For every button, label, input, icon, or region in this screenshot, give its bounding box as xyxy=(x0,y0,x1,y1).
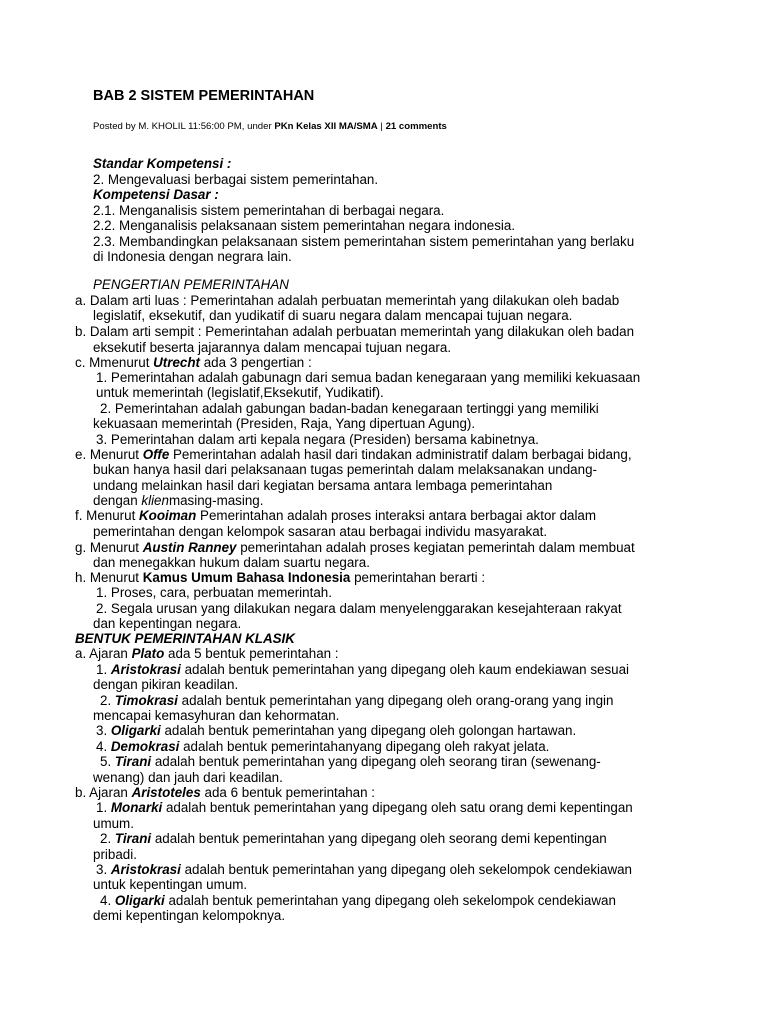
bentuk-heading: BENTUK PEMERINTAHAN KLASIK xyxy=(75,631,295,646)
pengertian-f-line-2: pemerintahan dengan kelompok sasaran atau berbagai individu masyarakat. xyxy=(93,524,548,539)
plato-4: 4. Demokrasi adalah bentuk pemerintahanyang dipegang oleh rakyat jelata. xyxy=(96,739,550,754)
pengertian-e-line-2: bukan hanya hasil dari pelaksanaan tugas pemerintah dalam melaksanakan undang- xyxy=(93,462,597,477)
post-meta xyxy=(93,121,447,132)
aristoteles-4: 4. Oligarki adalah bentuk pemerintahan yang dipegang oleh sekelompok cendekiawan xyxy=(100,893,616,908)
post-meta-author: Posted by M. KHOLIL 11:56:00 PM, under xyxy=(93,121,275,132)
pengertian-c1-line-2: untuk memerintah (legislatif,Eksekutif, Yudikatif). xyxy=(96,385,384,400)
pengertian-f: f. Menurut Kooiman Pemerintahan adalah proses interaksi antara berbagai aktor dalam xyxy=(75,508,597,523)
post-meta-comments: 21 comments xyxy=(385,121,447,132)
plato-5-line-2: wenang) dan jauh dari keadilan. xyxy=(93,770,283,785)
pengertian-b-line-2: eksekutif beserta jajarannya dalam mencapai tujuan negara. xyxy=(93,340,452,355)
pengertian-h2-line-2: dan kepentingan negara. xyxy=(93,616,242,631)
pengertian-a-line-2: legislatif, eksekutif, dan yudikatif di suaru negara dalam mencapai tujuan negara. xyxy=(93,308,573,323)
pengertian-g-line-2: dan menegakkan hukum dalam suartu negara. xyxy=(93,555,370,570)
bentuk-a: a. Ajaran Plato ada 5 bentuk pemerintahan : xyxy=(75,646,339,661)
plato-5: 5. Tirani adalah bentuk pemerintahan yang dipegang oleh seorang tiran (sewenang- xyxy=(100,754,601,769)
philosopher-plato: Plato xyxy=(131,646,165,661)
pengertian-c1-line-1: 1. Pemerintahan adalah gabunagn dari semua badan kenegaraan yang memiliki kekuasaan xyxy=(96,370,641,385)
pengertian-e-line-3: undang melainkan hasil dari kegiatan bersama antara lembaga pemerintahan xyxy=(93,478,553,493)
aristoteles-3: 3. Aristokrasi adalah bentuk pemerintahan yang dipegang oleh sekelompok cendekiawan xyxy=(96,862,633,877)
aristoteles-1-line-2: umum. xyxy=(93,816,134,831)
author-austin-ranney: Austin Ranney xyxy=(142,540,237,555)
pengertian-b-line-1: b. Dalam arti sempit : Pemerintahan adalah perbuatan memerintah yang dilakukan oleh badan xyxy=(75,324,635,339)
pengertian-h: h. Menurut Kamus Umum Bahasa Indonesia pemerintahan berarti : xyxy=(75,570,486,585)
standar-heading: Standar Kompetensi : xyxy=(93,156,232,171)
pengertian-e: e. Menurut Offe Pemerintahan adalah hasil dari tindakan administratif dalam berbagai bidang, xyxy=(75,447,632,462)
bentuk-b: b. Ajaran Aristoteles ada 6 bentuk pemerintahan : xyxy=(75,785,375,800)
kompetensi-item-3-line-2: di Indonesia dengan negrara lain. xyxy=(93,249,292,264)
aristoteles-4-line-2: demi kepentingan kelompoknya. xyxy=(93,908,286,923)
pengertian-c2-line-1: 2. Pemerintahan adalah gabungan badan-badan kenegaraan tertinggi yang memiliki xyxy=(100,401,599,416)
author-utrecht: Utrecht xyxy=(153,355,201,370)
kompetensi-item-2: 2.2. Menganalisis pelaksanaan sistem pemerintahan negara indonesia. xyxy=(93,218,516,233)
aristoteles-3-line-2: untuk kepentingan umum. xyxy=(93,877,248,892)
plato-3: 3. Oligarki adalah bentuk pemerintahan yang dipegang oleh golongan hartawan. xyxy=(96,723,577,738)
pengertian-c: c. Mmenurut Utrecht ada 3 pengertian : xyxy=(75,355,312,370)
pengertian-a-line-1: a. Dalam arti luas : Pemerintahan adalah perbuatan memerintah yang dilakukan oleh badab xyxy=(75,293,620,308)
post-meta-separator: | xyxy=(377,121,386,132)
kompetensi-item-3-line-1: 2.3. Membandingkan pelaksanaan sistem pemerintahan sistem pemerintahan yang berlaku xyxy=(93,234,635,249)
pengertian-h1: 1. Proses, cara, perbuatan memerintah. xyxy=(96,585,332,600)
document-title: BAB 2 SISTEM PEMERINTAHAN xyxy=(93,88,315,104)
aristoteles-2-line-2: pribadi. xyxy=(93,847,137,862)
kompetensi-item-1: 2.1. Menganalisis sistem pemerintahan di berbagai negara. xyxy=(93,203,445,218)
plato-1-line-2: dengan pikiran keadilan. xyxy=(93,677,239,692)
aristoteles-2: 2. Tirani adalah bentuk pemerintahan yang dipegang oleh seorang demi kepentingan xyxy=(100,831,607,846)
author-kooiman: Kooiman xyxy=(139,508,197,523)
source-kamus: Kamus Umum Bahasa Indonesia xyxy=(142,570,351,585)
plato-1: 1. Aristokrasi adalah bentuk pemerintahan yang dipegang oleh kaum endekiawan sesuai xyxy=(96,662,630,677)
philosopher-aristoteles: Aristoteles xyxy=(131,785,201,800)
plato-2-line-2: mencapai kemasyhuran dan kehormatan. xyxy=(93,708,340,723)
pengertian-c2-line-2: kekuasaan memerintah (Presiden, Raja, Yang dipertuan Agung). xyxy=(93,416,476,431)
aristoteles-1: 1. Monarki adalah bentuk pemerintahan yang dipegang oleh satu orang demi kepentingan xyxy=(96,800,633,815)
pengertian-c3: 3. Pemerintahan dalam arti kepala negara (Presiden) bersama kabinetnya. xyxy=(96,432,539,447)
standar-item: 2. Mengevaluasi berbagai sistem pemerintahan. xyxy=(93,172,379,187)
author-offe: Offe xyxy=(142,447,170,462)
post-meta-category: PKn Kelas XII MA/SMA xyxy=(274,121,378,132)
pengertian-e-line-4: dengan klienmasing-masing. xyxy=(93,493,264,508)
plato-2: 2. Timokrasi adalah bentuk pemerintahan yang dipegang oleh orang-orang yang ingin xyxy=(100,693,614,708)
kompetensi-heading: Kompetensi Dasar : xyxy=(93,187,219,202)
pengertian-h2-line-1: 2. Segala urusan yang dilakukan negara dalam menyelenggarakan kesejahteraan rakyat xyxy=(96,601,622,616)
pengertian-g: g. Menurut Austin Ranney pemerintahan adalah proses kegiatan pemerintah dalam membuat xyxy=(75,540,635,555)
pengertian-heading: PENGERTIAN PEMERINTAHAN xyxy=(93,277,289,292)
